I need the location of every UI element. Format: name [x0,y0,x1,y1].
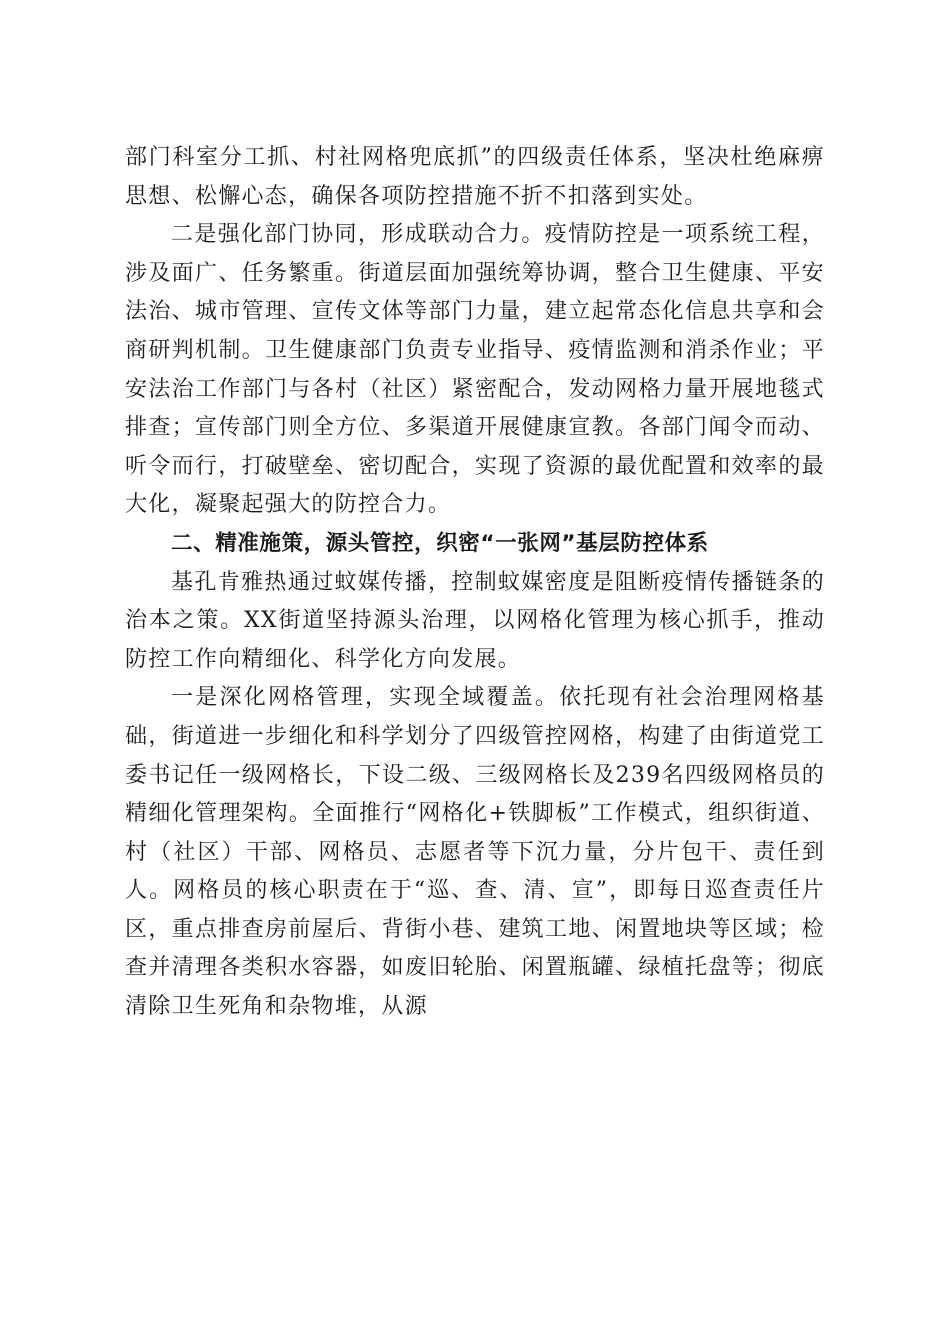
paragraph-text: 基孔肯雅热通过蚊媒传播，控制蚊媒密度是阻断疫情传播链条的治本之策。XX街道坚持源头治理，以网格化管理为核心抓手，推动防控工作向精细化、科学化方向发展。 [125,569,825,672]
paragraph-responsibility-system [125,139,825,216]
paragraph-text: 疫情防控是一项系统工程，涉及面广、任务繁重。街道层面加强统筹协调，整合卫生健康、平安法治、城市管理、宣传文体等部门力量，建立起常态化信息共享和会商研判机制。卫生健康部门负责专业指导、疫情监测和消杀作业；平安法治工作部门与各村（社区）紧密配合，发动网格力量开展地毯式排查；宣传部门则全方位、多渠道开展健康宣教。各部门闻令而动、听令而行，打破壁垒、密切配合，实现了资源的最优配置和效率的最大化，凝聚起强大的防控合力。 [125,222,825,518]
paragraph-text: 依托现有社会治理网格基础，街道进一步细化和科学划分了四级管控网格，构建了由街道党工委书记任一级网格长，下设二级、三级网格长及239名四级网格员的精细化管理架构。全面推行“网格化+铁脚板”工作模式，组织街道、村（社区）干部、网格员、志愿者等下沉力量，分片包干、责任到人。网格员的核心职责在于“巡、查、清、宣”，即每日巡查责任片区，重点排查房前屋后、背街小巷、建筑工地、闲置地块等区域；检查并清理各类积水容器，如废旧轮胎、闲置瓶罐、绿植托盘等；彻底清除卫生死角和杂物堆，从源 [125,685,825,1020]
paragraph-text: 部门科室分工抓、村社网格兜底抓”的四级责任体系，坚决杜绝麻痹思想、松懈心态，确保各项防控措施不折不扣落到实处。 [125,145,825,209]
paragraph-source-control-intro [125,564,825,680]
section-heading-2: 二、精准施策，源头管控，织密“一张网”基层防控体系 [171,530,709,556]
paragraph-lead-sentence: 二是强化部门协同，形成联动合力。 [171,222,545,248]
paragraph-grid-management [125,679,825,1026]
paragraph-lead-sentence: 一是深化网格管理，实现全域覆盖。 [171,685,560,711]
document-page [125,139,825,1027]
paragraph-department-coordination [125,216,825,525]
